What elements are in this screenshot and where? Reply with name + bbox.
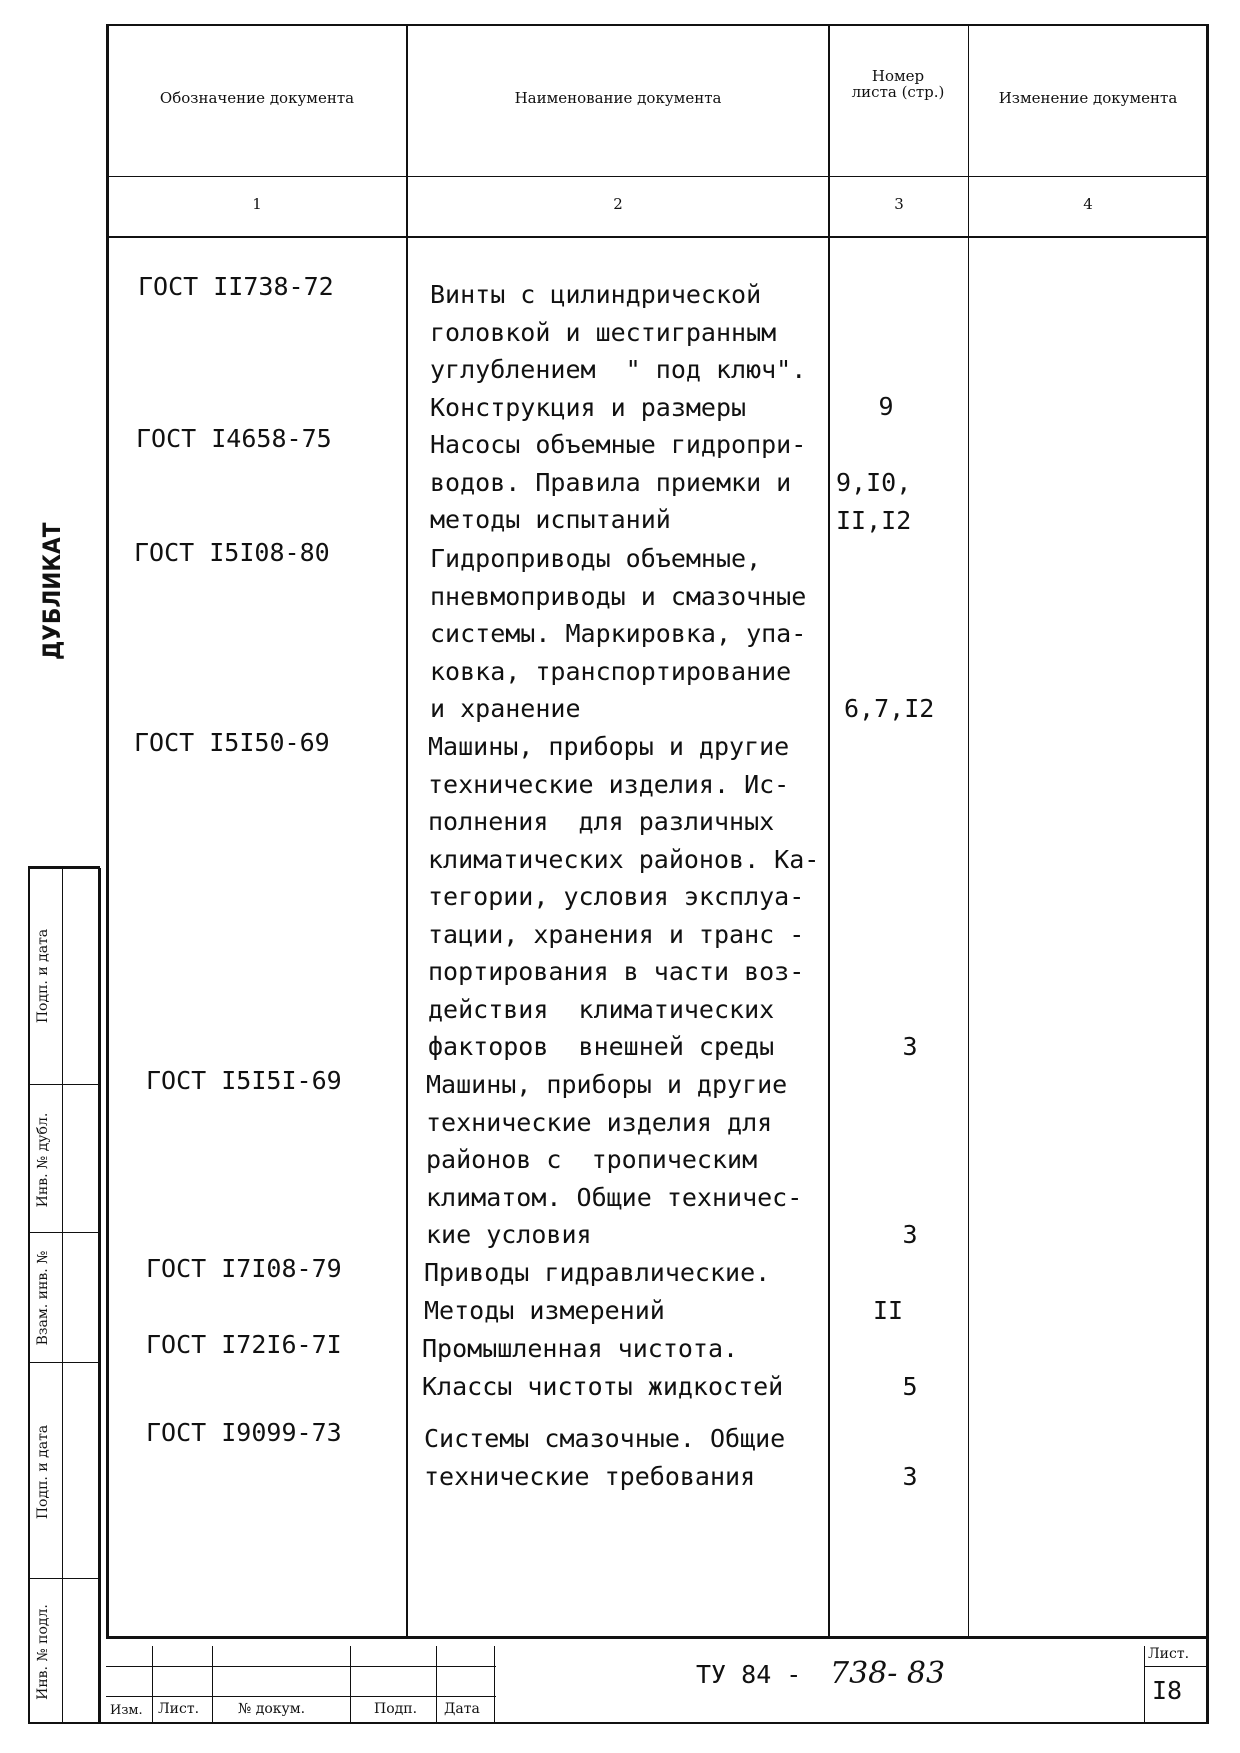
row-5-designation: ГОСТ I5I5I-69 [146, 1066, 342, 1095]
side-field-replace-inv: Взам. инв. № [35, 1250, 51, 1346]
title-row-2 [106, 1696, 496, 1697]
side-field-sign-date-1: Подп. и дата [35, 928, 51, 1024]
side-div-3 [28, 1362, 100, 1363]
side-field-sign-date-2: Подп. и дата [35, 1424, 51, 1520]
side-div-4 [28, 1578, 100, 1579]
header-bottom [106, 236, 1206, 238]
column-number-3: 3 [894, 195, 904, 213]
title-col-6 [1144, 1646, 1145, 1722]
col-line-3 [968, 24, 969, 1636]
side-strip-inner [62, 868, 63, 1722]
row-2-pages: 9,I0, II,I2 [836, 468, 912, 535]
row-1-pages: 9 [878, 392, 894, 421]
header-sheet-number: Номер листа (стр.) [851, 67, 945, 101]
designation-prefix: ТУ 84 - [696, 1660, 802, 1689]
row-4-designation: ГОСТ I5I50-69 [134, 728, 330, 757]
row-6-title: Приводы гидравлические. Методы измерений [424, 1258, 771, 1325]
row-1-designation: ГОСТ II738-72 [138, 272, 334, 301]
row-3-pages: 6,7,I2 [844, 694, 935, 723]
row-7-pages: 5 [902, 1372, 918, 1401]
frame-right [1206, 24, 1209, 1724]
sheet-number: I8 [1152, 1676, 1183, 1705]
row-7-title: Промышленная чистота. Классы чистоты жидкостей [422, 1334, 784, 1401]
designation-number: 738- 83 [830, 1656, 946, 1691]
title-col-4 [436, 1646, 437, 1722]
title-block-top [106, 1636, 1206, 1639]
column-number-4: 4 [1083, 195, 1093, 213]
sheet-label: Лист. [1148, 1646, 1190, 1662]
title-docno-label: № докум. [238, 1701, 306, 1717]
frame-left [106, 24, 109, 1637]
row-8-designation: ГОСТ I9099-73 [146, 1418, 342, 1447]
row-8-title: Системы смазочные. Общие технические требования [424, 1424, 786, 1491]
side-div-1 [28, 1084, 100, 1085]
header-designation: Обозначение документа [159, 89, 355, 107]
title-col-2 [212, 1646, 213, 1722]
side-div-2 [28, 1232, 100, 1233]
row-7-designation: ГОСТ I72I6-7I [146, 1330, 342, 1359]
title-list-label: Лист. [158, 1701, 200, 1717]
row-4-pages: 3 [902, 1032, 918, 1061]
row-5-title: Машины, приборы и другие технические изделия для районов с тропическим климатом. Общие техничес- кие условия [426, 1070, 803, 1249]
title-col-1 [152, 1646, 153, 1722]
side-strip-left [28, 868, 30, 1722]
row-4-title: Машины, приборы и другие технические изделия. Ис- полнения для различных климатических районов. Ка- тегории, условия эксплуа- тации, хранения и транс - портирования в части воз- действия климатических факторов внешней среды [428, 732, 820, 1061]
sheet-label-line [1144, 1666, 1206, 1667]
row-1-title: Винты с цилиндрической головкой и шестигранным углублением " под ключ". Конструкция и размеры [430, 280, 807, 422]
title-izm-label: Изм. [110, 1703, 143, 1718]
title-row-1 [106, 1666, 496, 1667]
col-line-1 [406, 24, 408, 1636]
row-5-pages: 3 [902, 1220, 918, 1249]
col-line-2 [828, 24, 830, 1636]
row-2-title: Насосы объемные гидропри- водов. Правила приемки и методы испытаний [430, 430, 807, 534]
header-divider [106, 176, 1206, 177]
title-date-label: Дата [444, 1701, 480, 1717]
column-number-1: 1 [252, 195, 262, 213]
row-3-title: Гидроприводы объемные, пневмоприводы и смазочные системы. Маркировка, упа- ковка, транспортирование и хранение [430, 544, 807, 723]
header-name: Наименование документа [514, 89, 722, 107]
row-8-pages: 3 [902, 1462, 918, 1491]
row-6-pages: II [872, 1296, 904, 1325]
side-field-orig-inv: Инв. № подл. [35, 1604, 51, 1700]
side-strip-top [28, 866, 100, 869]
frame-top [106, 24, 1209, 26]
row-2-designation: ГОСТ I4658-75 [136, 424, 332, 453]
column-number-2: 2 [613, 195, 623, 213]
header-change: Изменение документа [998, 89, 1178, 107]
side-field-dup-inv: Инв. № дубл. [35, 1112, 51, 1208]
title-col-5 [494, 1646, 495, 1722]
frame-bottom [28, 1722, 1208, 1724]
title-sign-label: Подп. [374, 1701, 418, 1717]
title-col-3 [350, 1646, 351, 1722]
row-3-designation: ГОСТ I5I08-80 [134, 538, 330, 567]
duplicate-stamp: ДУБЛИКАТ [38, 522, 66, 660]
row-6-designation: ГОСТ I7I08-79 [146, 1254, 342, 1283]
side-strip-right [98, 868, 101, 1722]
